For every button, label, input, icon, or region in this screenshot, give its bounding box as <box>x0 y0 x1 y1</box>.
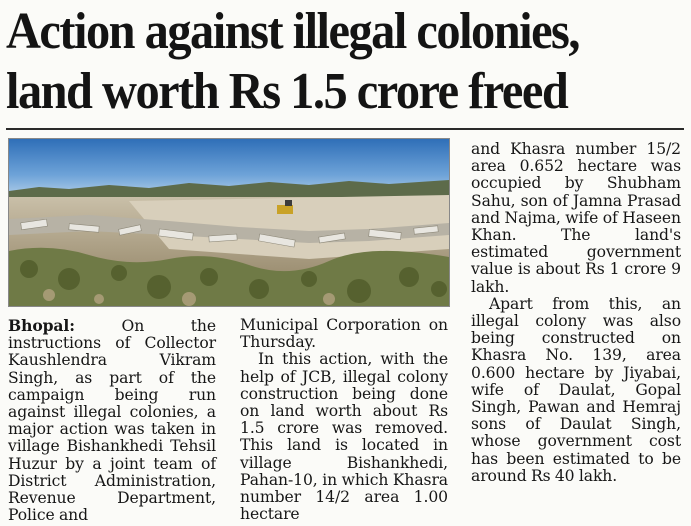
article-paragraph-1 <box>8 317 216 524</box>
article-column-2 <box>240 317 448 523</box>
dateline: Bhopal: <box>8 316 75 335</box>
construction-site-photo <box>9 139 449 306</box>
article-column-3 <box>471 141 681 485</box>
article-paragraph-3: Apart from this, an illegal colony was also being constructed on Khasra No. 139, area 0.600 hectare by Jiyabai, wife of Daulat, Gopal Singh, Pawan and Hemraj sons of Daulat Singh, whose government cost has been estimated to be around Rs 40 lakh. <box>471 294 681 485</box>
headline <box>6 2 642 122</box>
article-paragraph-2: In this action, with the help of JCB, illegal colony construction being done on land worth about Rs 1.5 crore was removed. This land is located in village Bishankhedi, Pahan-10, in which Khasra number 14/2 area 1.00 hectare <box>240 350 448 524</box>
headline-line-1: Action against illegal colonies, <box>6 3 579 60</box>
headline-rule <box>6 128 684 130</box>
headline-line-2: land worth Rs 1.5 crore freed <box>6 63 568 120</box>
news-photo <box>8 138 450 307</box>
article-column-1 <box>8 317 216 524</box>
article-paragraph-2-continued: and Khasra number 15/2 area 0.652 hectare was occupied by Shubham Sahu, son of Jamna Prasad and Najma, wife of Haseen Khan. The land's estimated government value is about Rs 1 crore 9 lakh. <box>471 140 681 296</box>
article-text-col1: On the instructions of Collector Kaushlendra Vikram Singh, as part of the campaign being run against illegal colonies, a major action was taken in village Bishankhedi Tehsil Huzur by a joint team of District Administration, Revenue Department, Police and <box>8 317 216 525</box>
article-paragraph-1-continued: Municipal Corporation on Thursday. <box>240 316 448 352</box>
